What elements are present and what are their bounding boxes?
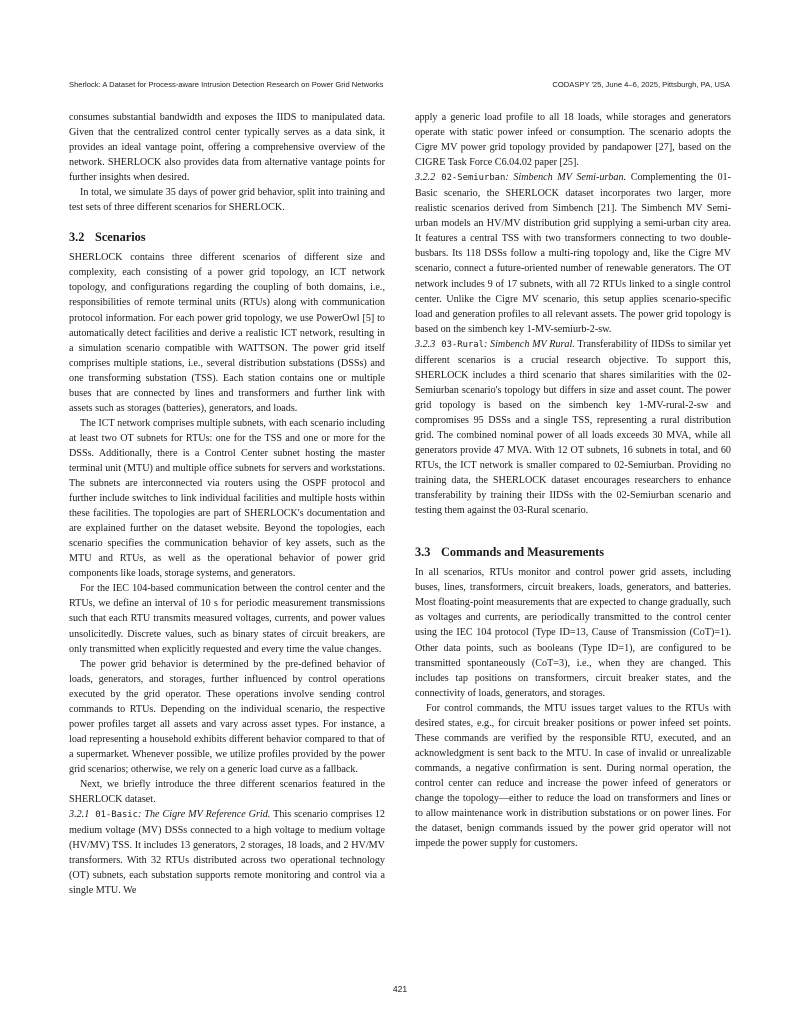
section-title: Commands and Measurements <box>441 545 605 560</box>
subsection-3-2-3 <box>415 337 731 519</box>
page-number: 421 <box>392 984 408 994</box>
running-header <box>69 80 730 92</box>
subsection-title: : Simbench MV Rural. <box>484 338 575 350</box>
section-number: 3.2 <box>69 230 85 245</box>
subsection-3-2-2 <box>415 170 731 337</box>
paragraph: Transferability of IIDSs to similar yet different scenarios is a crucial research objective. To support this, SHERLOCK includes a third scenario that shares similarities with the 02-Semiurban scenario's topology but differs in size and asset count. The power grid topology is based on the simbench key 1-MV-rural-2-sw and compromises 95 DSSs and a single TSS, representing a rural distribution grid. The combined nominal power of all loads exceeds 30 MVA, while all generators provide 47 MVA. With 12 OT subnets, 16 subnets in total, and 60 RTUs, the ICT network is smaller compared to 02-Semiurban. Providing no training data, the SHERLOCK dataset encourages researchers to enhance transferability by training their IIDSs with the 02-Semiurban scenario and testing them against the 03-Rural scenario. <box>415 338 732 517</box>
paragraph: The ICT network comprises multiple subnets, with each scenario including at least two OT subnets for RTUs: one for the TSS and one or more for the DSSs. Additionally, there is a Control Center subnet hosting the master terminal unit (MTU) and multiple office subnets for servers and workstations. The subnets are interconnected via routers using the OSPF protocol and further include switches to link individual facilities and multiple hosts within these facilities. The topologies are part of SHERLOCK's documentation and are explained further on the dataset website. Beyond the topologies, each scenario specifies the communication behavior of key assets, such as the MTU and RTUs, as well as the operational behavior of power grid components like loads, storage systems, and generators. <box>69 417 385 580</box>
subsection-number: 3.2.1 <box>69 809 90 821</box>
paragraph: apply a generic load profile to all 18 loads, while storages and generators operate with static power infeed or consumption. The scenario adopts the Cigre MV power grid topology provided by pandapower [27], based on the CIGRE Task Force C6.04.02 paper [25]. <box>415 112 731 169</box>
subsection-title: : Simbench MV Semi-urban. <box>505 172 627 184</box>
section-title: Scenarios <box>95 230 146 245</box>
paragraph: The power grid behavior is determined by the pre-defined behavior of loads, generators, and storages, further influenced by control operations executed by the grid operator. These operations involve sending control commands to RTUs. Depending on the individual scenario, the respective power profiles target all assets and vary across asset types. For instance, a load representing a household exhibits different behavior compared to that of a supermarket. Whenever possible, we utilize profiles provided by the power grid scenarios; otherwise, we rely on a generic load curve as a fallback. <box>69 658 385 775</box>
paragraph: SHERLOCK contains three different scenarios of different size and complexity, each consisting of a power grid topology, an ICT network topology, and configurations regarding the coupling of both domains, i.e., responsibilities of remote terminal units (RTUs) along with communication protocol information. For each power grid topology, we use PowerOwl [5] to automatically detect facilities and derive a realistic ICT network, resulting in a simulation scenario compatible with WATTSON. The power grid itself comprises multiple stations, i.e., several distribution substations (DSSs) and one transforming substation (TSS). Each station contains one or multiple buses that are connected by lines and transformers and further link with assets such as storages (batteries), generators, and loads. <box>69 252 385 414</box>
scenario-code: 03-Rural <box>441 339 484 350</box>
paragraph: For the IEC 104-based communication between the control center and the RTUs, we define an interval of 10 s for periodic measurement transmissions such that each RTU transmits measured voltages, currents, and power values unsolicitedly. Discrete values, such as binary states of circuit breakers, are only transmitted when explicitly requested and every time the value changes. <box>69 583 385 655</box>
header-title: Sherlock: A Dataset for Process-aware Intrusion Detection Research on Power Grid Networks <box>69 80 384 89</box>
paragraph: Next, we briefly introduce the three different scenarios featured in the SHERLOCK dataset. <box>69 778 385 806</box>
subsection-title: : The Cigre MV Reference Grid. <box>138 809 271 821</box>
paragraph: For control commands, the MTU issues target values to the RTUs with desired states, e.g., for circuit breaker positions or power infeed set points. These commands are verified by the responsible RTU, executed, and an acknowledgment is sent back to the MTU. In case of invalid or unrealizable commands, a negative confirmation is sent. During normal operation, the control center can reduce and increase the power infeed of generators or change the topology—either to reduce the load on transformers and lines or to allow maintenance work in distribution substations or on power lines. For the dataset, benign commands issued by the power grid operator will not impede the power supply for customers. <box>415 702 731 850</box>
header-venue: CODASPY '25, June 4–6, 2025, Pittsburgh, PA, USA <box>552 80 730 89</box>
left-column <box>69 110 385 898</box>
paragraph: consumes substantial bandwidth and exposes the IIDS to manipulated data. Given that the centralized control center typically serves as a data sink, it provides an ideal vantage point, offering a comprehensive overview of the network. SHERLOCK also provides data from alternative vantage points for further insights when desired. <box>69 112 385 184</box>
subsection-number: 3.2.2 <box>415 172 436 184</box>
subsection-3-2-1 <box>69 807 385 898</box>
section-number: 3.3 <box>415 545 431 560</box>
subsection-number: 3.2.3 <box>415 338 436 350</box>
right-column <box>415 110 731 851</box>
section-heading-3-3 <box>415 544 731 560</box>
section-heading-3-2 <box>69 229 385 245</box>
paragraph: Complementing the 01-Basic scenario, the SHERLOCK dataset incorporates two larger, more realistic scenarios derived from Simbench [21]. The Simbench MV Semi-urban models an HV/MV distribution grid supplying a semi-urban city area. It features a central TSS with two transformers connecting to two double-busbars. Its 118 DSSs follow a multi-ring topology and, like the Cigre MV scenario, connect a future-oriented number of renewable generators. The OT network includes 9 of 17 subnets, with all 72 RTUs linked to a single control center. Unlike the Cigre MV scenario, this setup applies scenario-specific load and generation profiles to all relevant assets. The power grid topology is based on the simbench key 1-MV-semiurb-2-sw. <box>415 172 731 335</box>
scenario-code: 01-Basic <box>95 810 138 821</box>
paragraph: In total, we simulate 35 days of power grid behavior, split into training and test sets of three different scenarios for SHERLOCK. <box>69 187 385 214</box>
scenario-code: 02-Semiurban <box>441 173 506 184</box>
paragraph: This scenario comprises 12 medium voltage (MV) DSSs connected to a high voltage to medium voltage (HV/MV) TSS. It includes 13 generators, 2 storages, 18 loads, and 2 HV/MV transformers. With 32 RTUs distributed across two operational technology (OT) subnets, each substation supports remote monitoring and control via a single MTU. We <box>69 809 385 897</box>
paragraph: In all scenarios, RTUs monitor and control power grid assets, including buses, lines, transformers, circuit breakers, loads, generators, and batteries. Most floating-point measurements that are expected to change gradually, such as voltages and currents, are periodically transmitted to the control center using the IEC 104 protocol (Type ID=13, Cause of Transmission (CoT)=1). Other data points, such as booleans (Type ID=1), are configured to be transmitted spontaneously (CoT=3), i.e., when they are changed. This includes tap positions on transformers, circuit breaker states, and the connectivity of loads, generators, and storages. <box>415 567 731 699</box>
